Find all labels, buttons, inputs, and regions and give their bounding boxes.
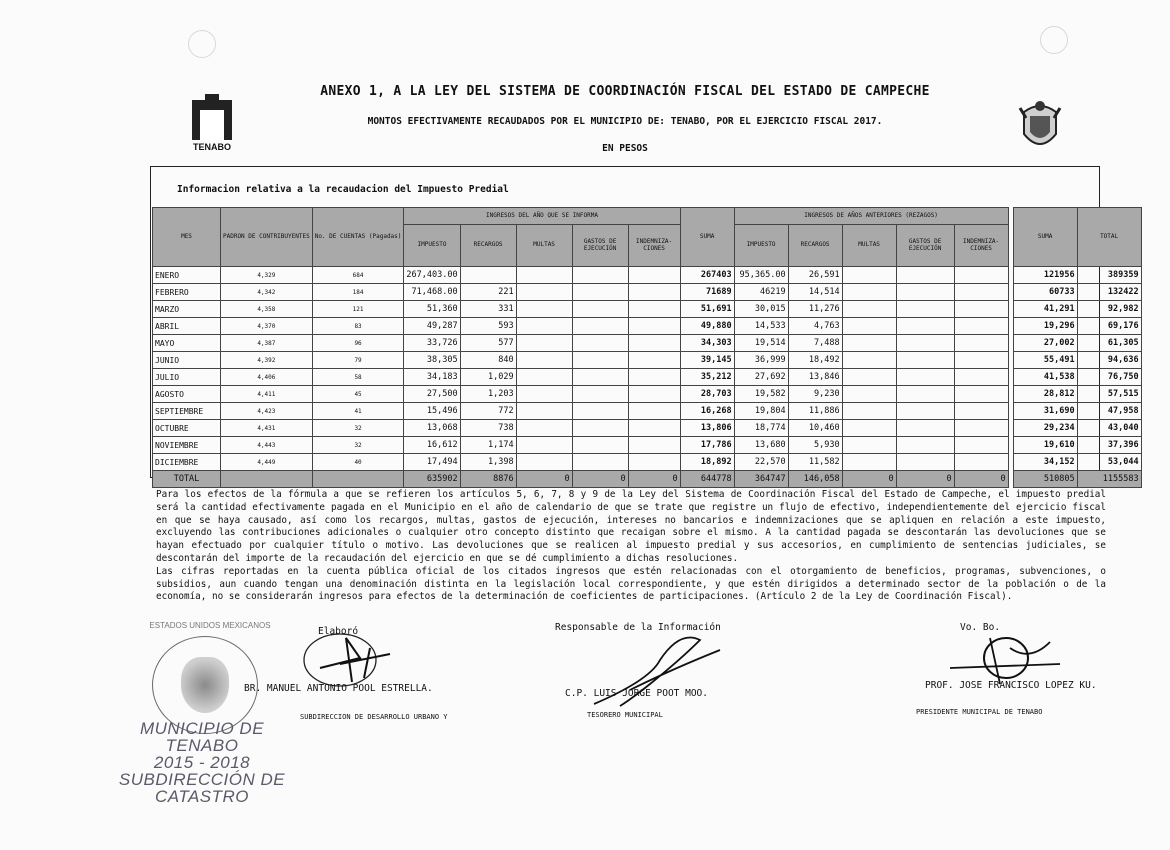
cell-prev-gastos <box>896 369 954 386</box>
cell-prev-multas <box>842 301 896 318</box>
cell-impuesto: 33,726 <box>404 335 460 352</box>
cell-padron: 4,370 <box>221 318 313 335</box>
cell-indemnizaciones <box>628 267 680 284</box>
cell-cuentas: 41 <box>312 403 404 420</box>
col-total: TOTAL <box>1077 208 1141 267</box>
cell-indemnizaciones <box>628 369 680 386</box>
cell-prev-multas <box>842 420 896 437</box>
cell-recargos: 577 <box>460 335 516 352</box>
cell-total: 94,636 <box>1077 352 1141 369</box>
cell-indemnizaciones <box>628 318 680 335</box>
cell-prev-gastos <box>896 267 954 284</box>
col-suma: SUMA <box>680 208 734 267</box>
cell-cuentas: 83 <box>312 318 404 335</box>
responsable-label: Responsable de la Información <box>555 622 721 633</box>
cell-prev-gastos <box>896 352 954 369</box>
cell-gastos <box>572 454 628 471</box>
cell-recargos: 1,174 <box>460 437 516 454</box>
cell-recargos: 1,029 <box>460 369 516 386</box>
cell-prev-impuesto: 46219 <box>734 284 788 301</box>
cell-cuentas: 58 <box>312 369 404 386</box>
cell-impuesto: 267,403.00 <box>404 267 460 284</box>
cell-suma: 39,145 <box>680 352 734 369</box>
cell-indemnizaciones <box>628 335 680 352</box>
total-gastos: 0 <box>572 471 628 488</box>
total-prev-indemnizaciones: 0 <box>954 471 1008 488</box>
cell-prev-recargos: 11,886 <box>788 403 842 420</box>
cell-gastos <box>572 420 628 437</box>
cell-total: 43,040 <box>1077 420 1141 437</box>
cell-recargos: 1,203 <box>460 386 516 403</box>
cell-prev-gastos <box>896 284 954 301</box>
cell-prev-indemnizaciones <box>954 386 1008 403</box>
eagle-emblem-icon <box>181 657 229 713</box>
cell-prev-impuesto: 27,692 <box>734 369 788 386</box>
cell-gastos <box>572 352 628 369</box>
cell-multas <box>516 267 572 284</box>
total-prev-recargos: 146,058 <box>788 471 842 488</box>
table-row <box>153 403 1142 420</box>
currency-label: EN PESOS <box>602 143 648 154</box>
cell-prev-indemnizaciones <box>954 318 1008 335</box>
cell-recargos: 331 <box>460 301 516 318</box>
cell-prev-suma: 121956 <box>1013 267 1077 284</box>
table-row <box>153 301 1142 318</box>
cell-prev-indemnizaciones <box>954 267 1008 284</box>
cell-padron: 4,423 <box>221 403 313 420</box>
cell-prev-gastos <box>896 335 954 352</box>
col-prev-suma: SUMA <box>1013 208 1077 267</box>
elaboro-label: Elaboró <box>318 626 359 637</box>
table-section-title: Informacion relativa a la recaudacion del Impuesto Predial <box>177 184 509 195</box>
cell-mes: OCTUBRE <box>153 420 221 437</box>
cell-recargos: 840 <box>460 352 516 369</box>
cell-recargos: 772 <box>460 403 516 420</box>
cell-mes: SEPTIEMBRE <box>153 403 221 420</box>
cell-prev-suma: 41,291 <box>1013 301 1077 318</box>
cell-multas <box>516 386 572 403</box>
cell-cuentas: 184 <box>312 284 404 301</box>
cell-prev-gastos <box>896 301 954 318</box>
cell-total: 69,176 <box>1077 318 1141 335</box>
cell-prev-multas <box>842 386 896 403</box>
total-impuesto: 635902 <box>404 471 460 488</box>
cell-cuentas: 32 <box>312 437 404 454</box>
cell-prev-impuesto: 30,015 <box>734 301 788 318</box>
col-prev-indemnizaciones: INDEMNIZA-CIONES <box>954 225 1008 267</box>
cell-prev-indemnizaciones <box>954 369 1008 386</box>
cell-prev-suma: 41,538 <box>1013 369 1077 386</box>
stamp-line-1: MUNICIPIO DE TENABO <box>139 719 265 755</box>
cell-prev-impuesto: 14,533 <box>734 318 788 335</box>
cell-suma: 28,703 <box>680 386 734 403</box>
cell-padron: 4,411 <box>221 386 313 403</box>
cell-prev-recargos: 11,582 <box>788 454 842 471</box>
cell-prev-gastos <box>896 437 954 454</box>
seal-text: ESTADOS UNIDOS MEXICANOS <box>149 621 271 630</box>
cell-total: 132422 <box>1077 284 1141 301</box>
cell-prev-suma: 55,491 <box>1013 352 1077 369</box>
cell-impuesto: 34,183 <box>404 369 460 386</box>
total-indemnizaciones: 0 <box>628 471 680 488</box>
cell-prev-multas <box>842 335 896 352</box>
cell-padron: 4,387 <box>221 335 313 352</box>
cell-prev-suma: 29,234 <box>1013 420 1077 437</box>
catastro-stamp <box>112 720 292 805</box>
cell-gastos <box>572 403 628 420</box>
cell-prev-recargos: 7,488 <box>788 335 842 352</box>
cell-suma: 34,303 <box>680 335 734 352</box>
cell-gastos <box>572 369 628 386</box>
note-paragraph-2: Las cifras reportadas en la cuenta pública oficial de los citados ingresos que estén relacionadas con el otorgamiento de beneficios, programas, subvenciones, o subsidios, aun cuando tengan una denominación distinta en la legislación local correspondiente, y que estén dirigidos a determinado sector de la población o de la economía, no se considerarán ingresos para efectos de la determinación de coeficientes de participaciones. (Artículo 2 de la Ley de Coordinación Fiscal). <box>156 565 1106 603</box>
cell-prev-recargos: 11,276 <box>788 301 842 318</box>
cell-padron: 4,358 <box>221 301 313 318</box>
cell-prev-recargos: 10,460 <box>788 420 842 437</box>
logo-name: TENABO <box>193 142 231 152</box>
elaboro-role: SUBDIRECCION DE DESARROLLO URBANO Y <box>300 713 448 721</box>
vobo-role: PRESIDENTE MUNICIPAL DE TENABO <box>916 708 1043 716</box>
grand-total: 1155583 <box>1077 471 1141 488</box>
cell-total: 61,305 <box>1077 335 1141 352</box>
cell-impuesto: 16,612 <box>404 437 460 454</box>
cell-mes: MAYO <box>153 335 221 352</box>
cell-total: 389359 <box>1077 267 1141 284</box>
cell-indemnizaciones <box>628 352 680 369</box>
table-row <box>153 369 1142 386</box>
cell-padron: 4,329 <box>221 267 313 284</box>
cell-total: 53,044 <box>1077 454 1141 471</box>
total-multas: 0 <box>516 471 572 488</box>
elaboro-name: BR. MANUEL ANTONIO POOL ESTRELLA. <box>244 683 433 694</box>
stamp-line-2: 2015 - 2018 <box>153 753 251 772</box>
cell-cuentas: 96 <box>312 335 404 352</box>
vobo-label: Vo. Bo. <box>960 622 1001 633</box>
cell-total: 57,515 <box>1077 386 1141 403</box>
cell-prev-suma: 19,610 <box>1013 437 1077 454</box>
cell-gastos <box>572 284 628 301</box>
cell-impuesto: 17,494 <box>404 454 460 471</box>
cell-prev-suma: 60733 <box>1013 284 1077 301</box>
cell-prev-multas <box>842 437 896 454</box>
stamp-line-3: SUBDIRECCIÓN DE <box>118 770 286 789</box>
cell-multas <box>516 318 572 335</box>
total-prev-impuesto: 364747 <box>734 471 788 488</box>
cell-total: 37,396 <box>1077 437 1141 454</box>
cell-impuesto: 15,496 <box>404 403 460 420</box>
cell-gastos <box>572 267 628 284</box>
total-label: TOTAL <box>153 471 221 488</box>
cell-prev-gastos <box>896 386 954 403</box>
cell-impuesto: 71,468.00 <box>404 284 460 301</box>
stamp-line-4: CATASTRO <box>154 787 250 806</box>
table-row <box>153 267 1142 284</box>
page-subtitle: MONTOS EFECTIVAMENTE RECAUDADOS POR EL MUNICIPIO DE: TENABO, POR EL EJERCICIO FISCAL 2017. <box>367 116 883 127</box>
cell-gastos <box>572 318 628 335</box>
cell-recargos: 593 <box>460 318 516 335</box>
responsable-role: TESORERO MUNICIPAL <box>587 711 663 719</box>
cell-prev-impuesto: 36,999 <box>734 352 788 369</box>
cell-mes: DICIEMBRE <box>153 454 221 471</box>
cell-impuesto: 27,500 <box>404 386 460 403</box>
table-row <box>153 437 1142 454</box>
table-row <box>153 335 1142 352</box>
cell-prev-indemnizaciones <box>954 301 1008 318</box>
cell-suma: 13,806 <box>680 420 734 437</box>
cell-prev-indemnizaciones <box>954 403 1008 420</box>
cell-padron: 4,342 <box>221 284 313 301</box>
cell-mes: AGOSTO <box>153 386 221 403</box>
cell-cuentas: 121 <box>312 301 404 318</box>
cell-recargos: 221 <box>460 284 516 301</box>
cell-cuentas: 79 <box>312 352 404 369</box>
col-prev-multas: MULTAS <box>842 225 896 267</box>
cell-gastos <box>572 437 628 454</box>
cell-padron: 4,392 <box>221 352 313 369</box>
cell-prev-indemnizaciones <box>954 454 1008 471</box>
legal-notes <box>156 489 1106 604</box>
cell-prev-multas <box>842 267 896 284</box>
cell-indemnizaciones <box>628 301 680 318</box>
group-current-year: INGRESOS DEL AÑO QUE SE INFORMA <box>404 208 680 225</box>
cell-prev-recargos: 14,514 <box>788 284 842 301</box>
cell-indemnizaciones <box>628 437 680 454</box>
col-recargos: RECARGOS <box>460 225 516 267</box>
cell-total: 92,982 <box>1077 301 1141 318</box>
cell-multas <box>516 301 572 318</box>
cell-prev-multas <box>842 318 896 335</box>
cell-suma: 49,880 <box>680 318 734 335</box>
punch-hole <box>1040 26 1068 54</box>
cell-impuesto: 49,287 <box>404 318 460 335</box>
col-padron: PADRON DE CONTRIBUYENTES <box>221 208 313 267</box>
cell-suma: 18,892 <box>680 454 734 471</box>
total-prev-suma: 510805 <box>1013 471 1077 488</box>
cell-suma: 51,691 <box>680 301 734 318</box>
cell-prev-impuesto: 18,774 <box>734 420 788 437</box>
cell-prev-gastos <box>896 420 954 437</box>
cell-suma: 17,786 <box>680 437 734 454</box>
cell-prev-recargos: 26,591 <box>788 267 842 284</box>
cell-gastos <box>572 335 628 352</box>
cell-mes: JUNIO <box>153 352 221 369</box>
cell-prev-impuesto: 19,582 <box>734 386 788 403</box>
cell-multas <box>516 352 572 369</box>
table-total-row <box>153 471 1142 488</box>
cell-prev-impuesto: 13,680 <box>734 437 788 454</box>
cell-cuentas: 45 <box>312 386 404 403</box>
responsable-name: C.P. LUIS JORGE POOT MOO. <box>565 688 708 699</box>
vobo-name: PROF. JOSE FRANCISCO LOPEZ KU. <box>925 680 1097 691</box>
cell-prev-impuesto: 22,570 <box>734 454 788 471</box>
col-prev-recargos: RECARGOS <box>788 225 842 267</box>
cell-prev-multas <box>842 284 896 301</box>
cell-prev-indemnizaciones <box>954 420 1008 437</box>
cell-indemnizaciones <box>628 284 680 301</box>
cell-impuesto: 51,360 <box>404 301 460 318</box>
cell-suma: 16,268 <box>680 403 734 420</box>
cell-suma: 71689 <box>680 284 734 301</box>
cell-mes: ABRIL <box>153 318 221 335</box>
col-prev-impuesto: IMPUESTO <box>734 225 788 267</box>
table-row <box>153 454 1142 471</box>
col-indemnizaciones: INDEMNIZA-CIONES <box>628 225 680 267</box>
cell-impuesto: 38,305 <box>404 352 460 369</box>
cell-mes: NOVIEMBRE <box>153 437 221 454</box>
cell-multas <box>516 335 572 352</box>
cell-indemnizaciones <box>628 454 680 471</box>
cell-mes: FEBRERO <box>153 284 221 301</box>
cell-prev-suma: 31,690 <box>1013 403 1077 420</box>
cell-recargos: 1,398 <box>460 454 516 471</box>
table-row <box>153 420 1142 437</box>
cell-multas <box>516 369 572 386</box>
cell-padron: 4,443 <box>221 437 313 454</box>
cell-prev-multas <box>842 352 896 369</box>
cell-prev-suma: 19,296 <box>1013 318 1077 335</box>
cell-total: 47,958 <box>1077 403 1141 420</box>
cell-prev-gastos <box>896 403 954 420</box>
cell-multas <box>516 284 572 301</box>
predial-table <box>152 207 1142 488</box>
total-suma: 644778 <box>680 471 734 488</box>
cell-mes: MARZO <box>153 301 221 318</box>
cell-recargos <box>460 267 516 284</box>
table-row <box>153 386 1142 403</box>
cell-cuentas: 684 <box>312 267 404 284</box>
cell-prev-indemnizaciones <box>954 352 1008 369</box>
cell-mes: JULIO <box>153 369 221 386</box>
total-recargos: 8876 <box>460 471 516 488</box>
col-impuesto: IMPUESTO <box>404 225 460 267</box>
cell-prev-impuesto: 19,514 <box>734 335 788 352</box>
cell-prev-recargos: 9,230 <box>788 386 842 403</box>
cell-suma: 267403 <box>680 267 734 284</box>
cell-prev-recargos: 4,763 <box>788 318 842 335</box>
page-title: ANEXO 1, A LA LEY DEL SISTEMA DE COORDINACIÓN FISCAL DEL ESTADO DE CAMPECHE <box>320 84 930 99</box>
cell-padron: 4,449 <box>221 454 313 471</box>
cell-prev-impuesto: 95,365.00 <box>734 267 788 284</box>
cell-empty <box>221 471 313 488</box>
cell-prev-indemnizaciones <box>954 437 1008 454</box>
cell-mes: ENERO <box>153 267 221 284</box>
total-prev-gastos: 0 <box>896 471 954 488</box>
cell-recargos: 738 <box>460 420 516 437</box>
cell-indemnizaciones <box>628 403 680 420</box>
table-row <box>153 352 1142 369</box>
punch-hole <box>188 30 216 58</box>
cell-prev-suma: 28,812 <box>1013 386 1077 403</box>
cell-prev-suma: 34,152 <box>1013 454 1077 471</box>
cell-prev-impuesto: 19,804 <box>734 403 788 420</box>
cell-prev-multas <box>842 403 896 420</box>
cell-prev-multas <box>842 369 896 386</box>
cell-indemnizaciones <box>628 386 680 403</box>
cell-prev-suma: 27,002 <box>1013 335 1077 352</box>
cell-multas <box>516 403 572 420</box>
note-paragraph-1: Para los efectos de la fórmula a que se refieren los artículos 5, 6, 7, 8 y 9 de la Ley del Sistema de Coordinación Fiscal del Estado de Campeche, el impuesto predial será la cantidad efectivamente pagada en el Municipio en el año de calendario de que se trate que registre un flujo de efectivo, independientemente del ejercicio fiscal en que se haya causado, así como los recargos, multas, gastos de ejecución, intereses no bancarios e indemnizaciones que se apliquen en relación a este impuesto, excluyendo las contribuciones adicionales o cualquier otro concepto distinto que recaigan sobre el mismo. A la cantidad pagada se descontarán las devoluciones que se hayan efectuado por cualquier título o motivo. Las devoluciones que se realicen al impuesto predial y sus accesorios, en cumplimiento de sentencias judiciales, se descontarán del importe de la recaudación del ejercicio en que se dé cumplimiento a dichas resoluciones. <box>156 489 1106 564</box>
cell-total: 76,750 <box>1077 369 1141 386</box>
total-prev-multas: 0 <box>842 471 896 488</box>
cell-prev-recargos: 18,492 <box>788 352 842 369</box>
col-prev-gastos: GASTOS DE EJECUCIÓN <box>896 225 954 267</box>
col-mes: MES <box>153 208 221 267</box>
cell-multas <box>516 420 572 437</box>
cell-prev-gastos <box>896 318 954 335</box>
cell-prev-gastos <box>896 454 954 471</box>
table-row <box>153 284 1142 301</box>
cell-gastos <box>572 301 628 318</box>
cell-prev-indemnizaciones <box>954 284 1008 301</box>
cell-cuentas: 32 <box>312 420 404 437</box>
group-previous-years: INGRESOS DE AÑOS ANTERIORES (REZAGOS) <box>734 208 1008 225</box>
cell-padron: 4,406 <box>221 369 313 386</box>
vobo-signature-icon <box>950 628 1070 688</box>
elaboro-signature-icon <box>300 628 420 688</box>
cell-multas <box>516 454 572 471</box>
cell-prev-recargos: 13,846 <box>788 369 842 386</box>
col-cuentas: No. DE CUENTAS (Pagadas) <box>312 208 404 267</box>
cell-prev-recargos: 5,930 <box>788 437 842 454</box>
cell-padron: 4,431 <box>221 420 313 437</box>
cell-prev-indemnizaciones <box>954 335 1008 352</box>
cell-gastos <box>572 386 628 403</box>
table-row <box>153 318 1142 335</box>
cell-empty <box>312 471 404 488</box>
cell-prev-multas <box>842 454 896 471</box>
cell-cuentas: 40 <box>312 454 404 471</box>
cell-suma: 35,212 <box>680 369 734 386</box>
col-gastos: GASTOS DE EJECUCIÓN <box>572 225 628 267</box>
col-multas: MULTAS <box>516 225 572 267</box>
cell-multas <box>516 437 572 454</box>
cell-indemnizaciones <box>628 420 680 437</box>
cell-impuesto: 13,068 <box>404 420 460 437</box>
